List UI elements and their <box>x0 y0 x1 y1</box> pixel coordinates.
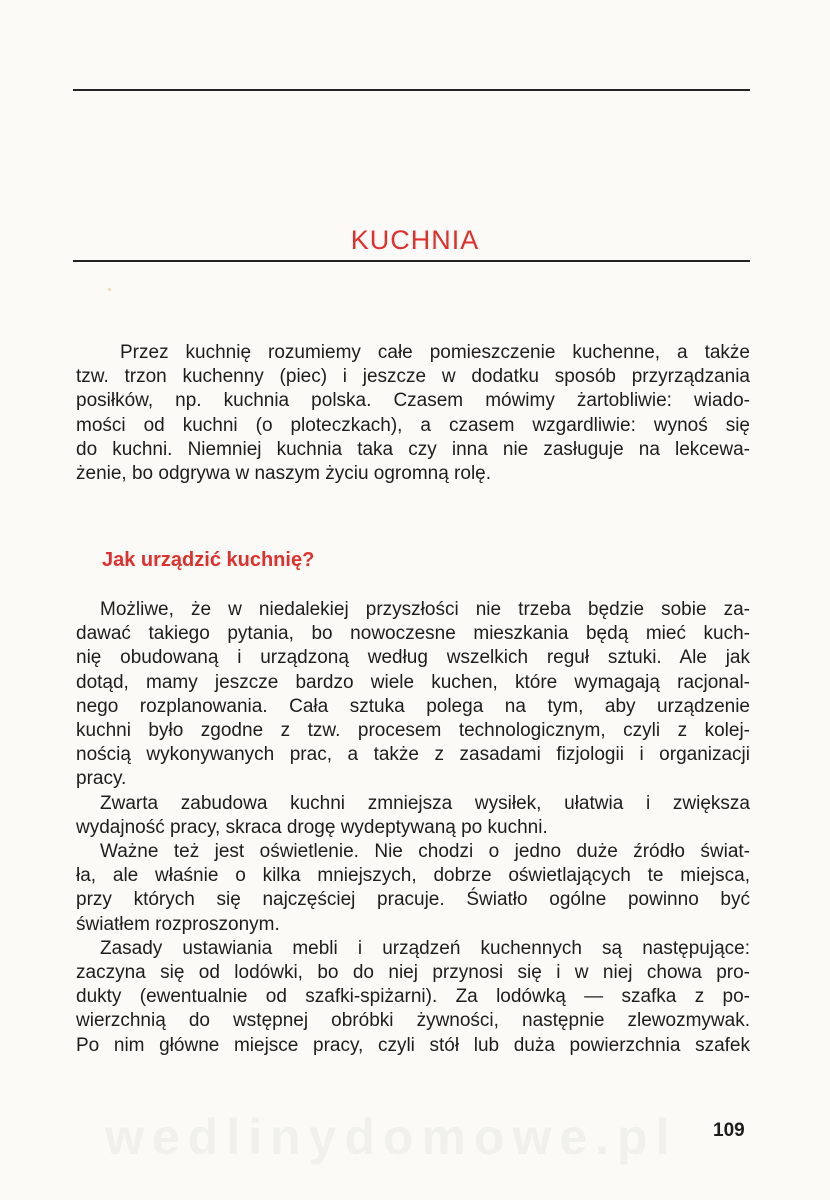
body-line: przy których się najczęściej pracuje. Światło ogólne powinno być <box>76 889 750 911</box>
body-line: Zasady ustawiania mebli i urządzeń kuchennych są następujące: <box>100 937 750 959</box>
body-line: nię obudowaną i urządzoną według wszelkich reguł sztuki. Ale jak <box>76 647 750 669</box>
body-line: nego rozplanowania. Cała sztuka polega na tym, aby urządzenie <box>76 695 750 717</box>
paper-speck <box>108 288 111 291</box>
body-line: Ważne też jest oświetlenie. Nie chodzi o jedno duże źródło świat- <box>100 841 750 863</box>
body-line: wierzchnią do wstępnej obróbki żywności, następnie zlewozmywak. <box>76 1010 750 1032</box>
body-line: dotąd, mamy jeszcze bardzo wiele kuchen, które wymagają racjonal- <box>76 671 750 693</box>
body-text <box>76 598 750 1058</box>
title-rule <box>73 260 750 262</box>
body-line: Po nim główne miejsce pracy, czyli stół lub duża powierzchnia szafek <box>76 1034 750 1056</box>
top-rule <box>73 89 750 91</box>
body-line: światłem rozproszonym. <box>76 913 280 935</box>
body-line: Możliwe, że w niedalekiej przyszłości nie trzeba będzie sobie za- <box>100 599 750 620</box>
intro-line: Przez kuchnię rozumiemy całe pomieszczenie kuchenne, a także <box>120 342 750 363</box>
chapter-title: KUCHNIA <box>350 225 480 256</box>
intro-line: do kuchni. Niemniej kuchnia taka czy inna nie zasługuje na lekcewa- <box>76 438 750 460</box>
body-line: wydajność pracy, skraca drogę wydeptywaną po kuchni. <box>76 816 548 838</box>
intro-line: posiłków, np. kuchnia polska. Czasem mówimy żartobliwie: wiado- <box>76 390 750 412</box>
section-heading: Jak urządzić kuchnię? <box>102 549 315 571</box>
intro-paragraph <box>76 341 750 486</box>
body-line: ła, ale właśnie o kilka mniejszych, dobrze oświetlających te miejsca, <box>76 865 750 887</box>
intro-line: mości od kuchni (o ploteczkach), a czasem wzgardliwie: wynoś się <box>76 414 750 436</box>
watermark: wedlinydomowe.pl <box>105 1109 678 1165</box>
intro-line: tzw. trzon kuchenny (piec) i jeszcze w dodatku sposób przyrządzania <box>76 366 750 388</box>
body-line: kuchni było zgodne z tzw. procesem technologicznym, czyli z kolej- <box>76 720 750 742</box>
body-line: dawać takiego pytania, bo nowoczesne mieszkania będą mieć kuch- <box>76 623 750 645</box>
body-line: dukty (ewentualnie od szafki-spiżarni). Za lodówką — szafka z po- <box>76 986 750 1008</box>
intro-line: żenie, bo odgrywa w naszym życiu ogromną rolę. <box>76 463 492 485</box>
body-line: pracy. <box>76 768 127 790</box>
body-line: nością wykonywanych prac, a także z zasadami fizjologii i organizacji <box>76 744 750 766</box>
body-line: Zwarta zabudowa kuchni zmniejsza wysiłek, ułatwia i zwiększa <box>100 792 750 814</box>
body-line: zaczyna się od lodówki, bo do niej przynosi się i w niej chowa pro- <box>76 962 750 984</box>
page-number: 109 <box>713 1120 745 1141</box>
